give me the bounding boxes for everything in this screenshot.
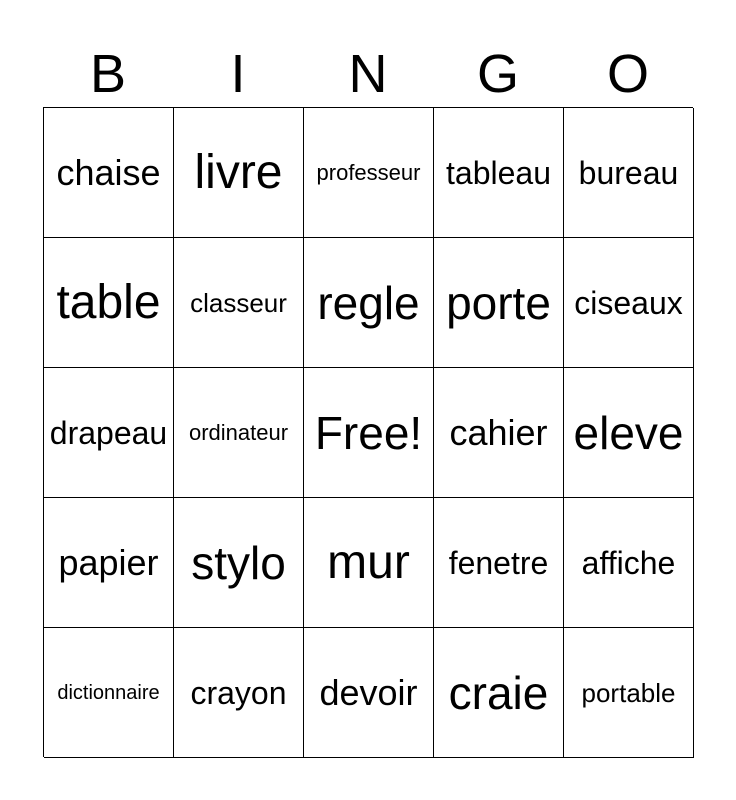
bingo-cell[interactable]: bureau [564, 108, 694, 238]
bingo-cell[interactable]: eleve [564, 368, 694, 498]
bingo-cell[interactable]: craie [434, 628, 564, 758]
bingo-free-cell[interactable]: Free! [304, 368, 434, 498]
bingo-board [43, 107, 693, 757]
bingo-cell[interactable]: livre [174, 108, 304, 238]
header-letter-o: O [606, 44, 649, 104]
bingo-cell[interactable]: fenetre [434, 498, 564, 628]
bingo-cell[interactable]: portable [564, 628, 694, 758]
bingo-cell[interactable]: cahier [434, 368, 564, 498]
bingo-cell[interactable]: regle [304, 238, 434, 368]
bingo-cell[interactable]: ordinateur [174, 368, 304, 498]
bingo-cell[interactable]: devoir [304, 628, 434, 758]
header-letter-n: N [348, 44, 388, 104]
header-letter-g: G [476, 44, 519, 104]
header-letter-i: I [230, 44, 246, 104]
bingo-cell[interactable]: dictionnaire [44, 628, 174, 758]
bingo-cell[interactable]: ciseaux [564, 238, 694, 368]
bingo-cell[interactable]: crayon [174, 628, 304, 758]
bingo-header [43, 40, 693, 108]
bingo-cell[interactable]: porte [434, 238, 564, 368]
bingo-cell[interactable]: tableau [434, 108, 564, 238]
bingo-cell[interactable]: stylo [174, 498, 304, 628]
bingo-cell[interactable]: affiche [564, 498, 694, 628]
bingo-cell[interactable]: papier [44, 498, 174, 628]
bingo-cell[interactable]: chaise [44, 108, 174, 238]
bingo-cell[interactable]: table [44, 238, 174, 368]
bingo-cell[interactable]: professeur [304, 108, 434, 238]
bingo-cell[interactable]: drapeau [44, 368, 174, 498]
bingo-cell[interactable]: mur [304, 498, 434, 628]
bingo-cell[interactable]: classeur [174, 238, 304, 368]
header-letter-b: B [89, 44, 127, 104]
